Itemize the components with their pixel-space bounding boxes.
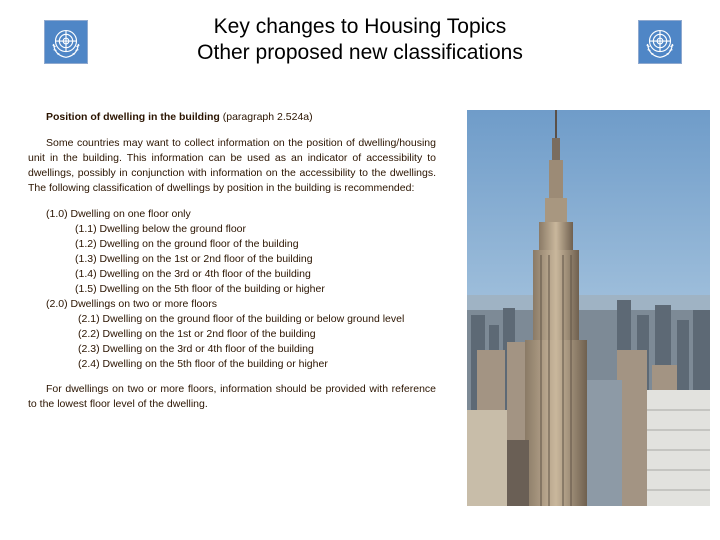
section-heading-ref: (paragraph 2.524a) — [219, 111, 313, 123]
title-line-1: Key changes to Housing Topics — [213, 15, 507, 38]
group-2-label: (2.0) Dwellings on two or more floors — [46, 298, 217, 310]
classification-list — [28, 207, 436, 372]
slide-body — [28, 110, 436, 423]
section-heading-title: Position of dwelling in the building — [46, 111, 220, 123]
list-item: (2.3) Dwelling on the 3rd or 4th floor of the building — [78, 343, 314, 355]
group-1-label: (1.0) Dwelling on one floor only — [46, 208, 191, 220]
intro-paragraph: Some countries may want to collect information on the position of dwelling/housing unit in the building. This information can be used as an indicator of accessibility to dwellings, possibly in conjunction with information on the accessibility to the dwellings. The following classification of dwellings by position in the building is recommended: — [28, 137, 436, 194]
section-heading — [46, 110, 436, 125]
list-item: (2.2) Dwelling on the 1st or 2nd floor of the building — [78, 328, 316, 340]
title-line-2: Other proposed new classifications — [197, 41, 523, 64]
list-item: (1.4) Dwelling on the 3rd or 4th floor of the building — [75, 268, 311, 280]
list-item-text: Dwelling on the ground floor of the building or below ground level — [102, 313, 405, 325]
list-item: (1.5) Dwelling on the 5th floor of the building or higher — [75, 283, 325, 295]
list-item: (1.3) Dwelling on the 1st or 2nd floor of the building — [75, 253, 313, 265]
list-item-number: (2.1) — [78, 313, 103, 325]
un-emblem-icon — [638, 20, 682, 64]
skyscraper-photo — [467, 110, 710, 506]
un-emblem-icon — [44, 20, 88, 64]
list-item — [28, 312, 436, 327]
slide-title — [120, 14, 600, 66]
list-item: (1.2) Dwelling on the ground floor of the building — [75, 238, 299, 250]
closing-paragraph: For dwellings on two or more floors, information should be provided with reference to the lowest floor level of the dwelling. — [28, 383, 436, 410]
list-item: (1.1) Dwelling below the ground floor — [75, 223, 247, 235]
list-item: (2.4) Dwelling on the 5th floor of the building or higher — [78, 358, 328, 370]
